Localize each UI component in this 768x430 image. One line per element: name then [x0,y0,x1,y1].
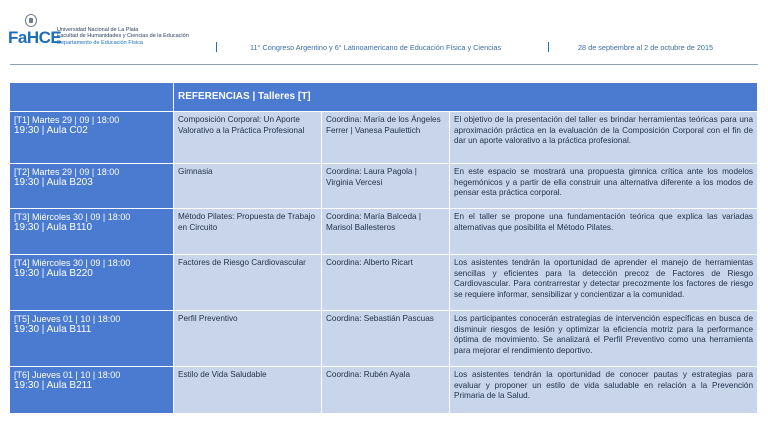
workshop-topic: Perfil Preventivo [174,311,322,367]
workshop-date: [T5] Jueves 01 | 10 | 18:00 [14,314,121,324]
header-cell-empty [10,83,174,112]
workshop-room: 19:30 | Aula B211 [14,379,93,391]
workshop-room: 19:30 | Aula B111 [14,323,92,335]
table-row [10,367,758,414]
workshop-date: [T3] Miércoles 30 | 09 | 18:00 [14,212,131,222]
table-row [10,164,758,209]
table-title: REFERENCIAS | Talleres [T] [178,90,311,102]
table-title-cell [174,83,758,112]
university-seal-icon [25,14,37,27]
department-name: Departamento de Educación Física [57,39,143,46]
congress-title: 11° Congreso Argentino y 6° Latinoamericano de Educación Física y Ciencias [250,43,502,52]
workshop-coordinators: Coordina: Laura Pagola | Virginia Vercesi [322,164,450,209]
workshop-room: 19:30 | Aula B220 [14,267,93,279]
schedule-cell [10,112,174,164]
workshop-description: El objetivo de la presentación del taller es brindar herramientas teóricas para una aproximación práctica en la evaluación de la Composición Corporal con el fin de dar un aporte valorativo a la práctica profesional. [450,112,758,164]
schedule-cell [10,164,174,209]
workshop-topic: Composición Corporal: Un Aporte Valorativo a la Práctica Profesional [174,112,322,164]
institution-block [57,27,189,46]
schedule-cell [10,367,174,414]
table-row [10,209,758,255]
fahce-logo [8,14,62,48]
workshop-coordinators: Coordina: Alberto Ricart [322,255,450,311]
header-rule [10,64,758,65]
workshops-table [9,82,758,414]
workshop-date: [T4] Miércoles 30 | 09 | 18:00 [14,258,131,268]
workshop-description: En el taller se propone una fundamentación teórica que explica las variadas alternativas que posibilita el Método Pilates. [450,209,758,255]
schedule-cell [10,209,174,255]
workshop-description: Los asistentes tendrán la oportunidad de aprender el manejo de herramientas sencillas y eficientes para la detección precoz de Factores de Riesgo Cardiovascular. Para contrarrestar y detectar precozmente los factores de riesgo se requiere informar, sensibilizar y concientizar a la comunidad. [450,255,758,311]
workshop-room: 19:30 | Aula C02 [14,124,88,136]
schedule-cell [10,311,174,367]
table-row [10,255,758,311]
header-divider [216,42,217,52]
congress-dates: 28 de septiembre al 2 de octubre de 2015 [578,43,714,52]
workshop-description: Los participantes conocerán estrategias de intervención específicas en busca de disminuir riesgos de lesión y optimizar la eficiencia motriz para la performance óptima de movimiento. Se analizará el Perfil Preventivo como una herramienta para mejorar el rendimiento deportivo. [450,311,758,367]
workshop-coordinators: Coordina: María Balceda | Marisol Ballesteros [322,209,450,255]
workshop-date: [T2] Martes 29 | 09 | 18:00 [14,167,120,177]
workshop-description: En este espacio se mostrará una propuesta gimnica crítica ante los modelos hegemónicos y a partir de ella construir una alternativa diferente a los modos de pensar esta práctica corporal. [450,164,758,209]
workshop-topic: Gimnasia [174,164,322,209]
workshop-room: 19:30 | Aula B203 [14,176,93,188]
workshop-description: Los asistentes tendrán la oportunidad de conocer pautas y estrategias para evaluar y proponer un estilo de vida saludable en relación a la Prevención Primaria de la Salud. [450,367,758,414]
faculty-name: Facultad de Humanidades y Ciencias de la Educación [57,33,189,40]
workshop-topic: Estilo de Vida Saludable [174,367,322,414]
workshop-room: 19:30 | Aula B110 [14,221,93,233]
workshop-topic: Método Pilates: Propuesta de Trabajo en Circuito [174,209,322,255]
table-row [10,311,758,367]
table-header-row [10,83,758,112]
schedule-cell [10,255,174,311]
page-header [0,0,768,66]
workshop-coordinators: Coordina: Rubén Ayala [322,367,450,414]
table-row [10,112,758,164]
workshop-coordinators: Coordina: Sebastián Pascuas [322,311,450,367]
workshop-date: [T6] Jueves 01 | 10 | 18:00 [14,370,121,380]
workshop-coordinators: Coordina: María de los Ángeles Ferrer | Vanesa Paulettich [322,112,450,164]
workshop-date: [T1] Martes 29 | 09 | 18:00 [14,115,120,125]
header-divider [548,42,549,52]
workshop-topic: Factores de Riesgo Cardiovascular [174,255,322,311]
university-name: Universidad Nacional de La Plata [57,27,139,33]
logo-wordmark: FaHCE [8,28,62,47]
